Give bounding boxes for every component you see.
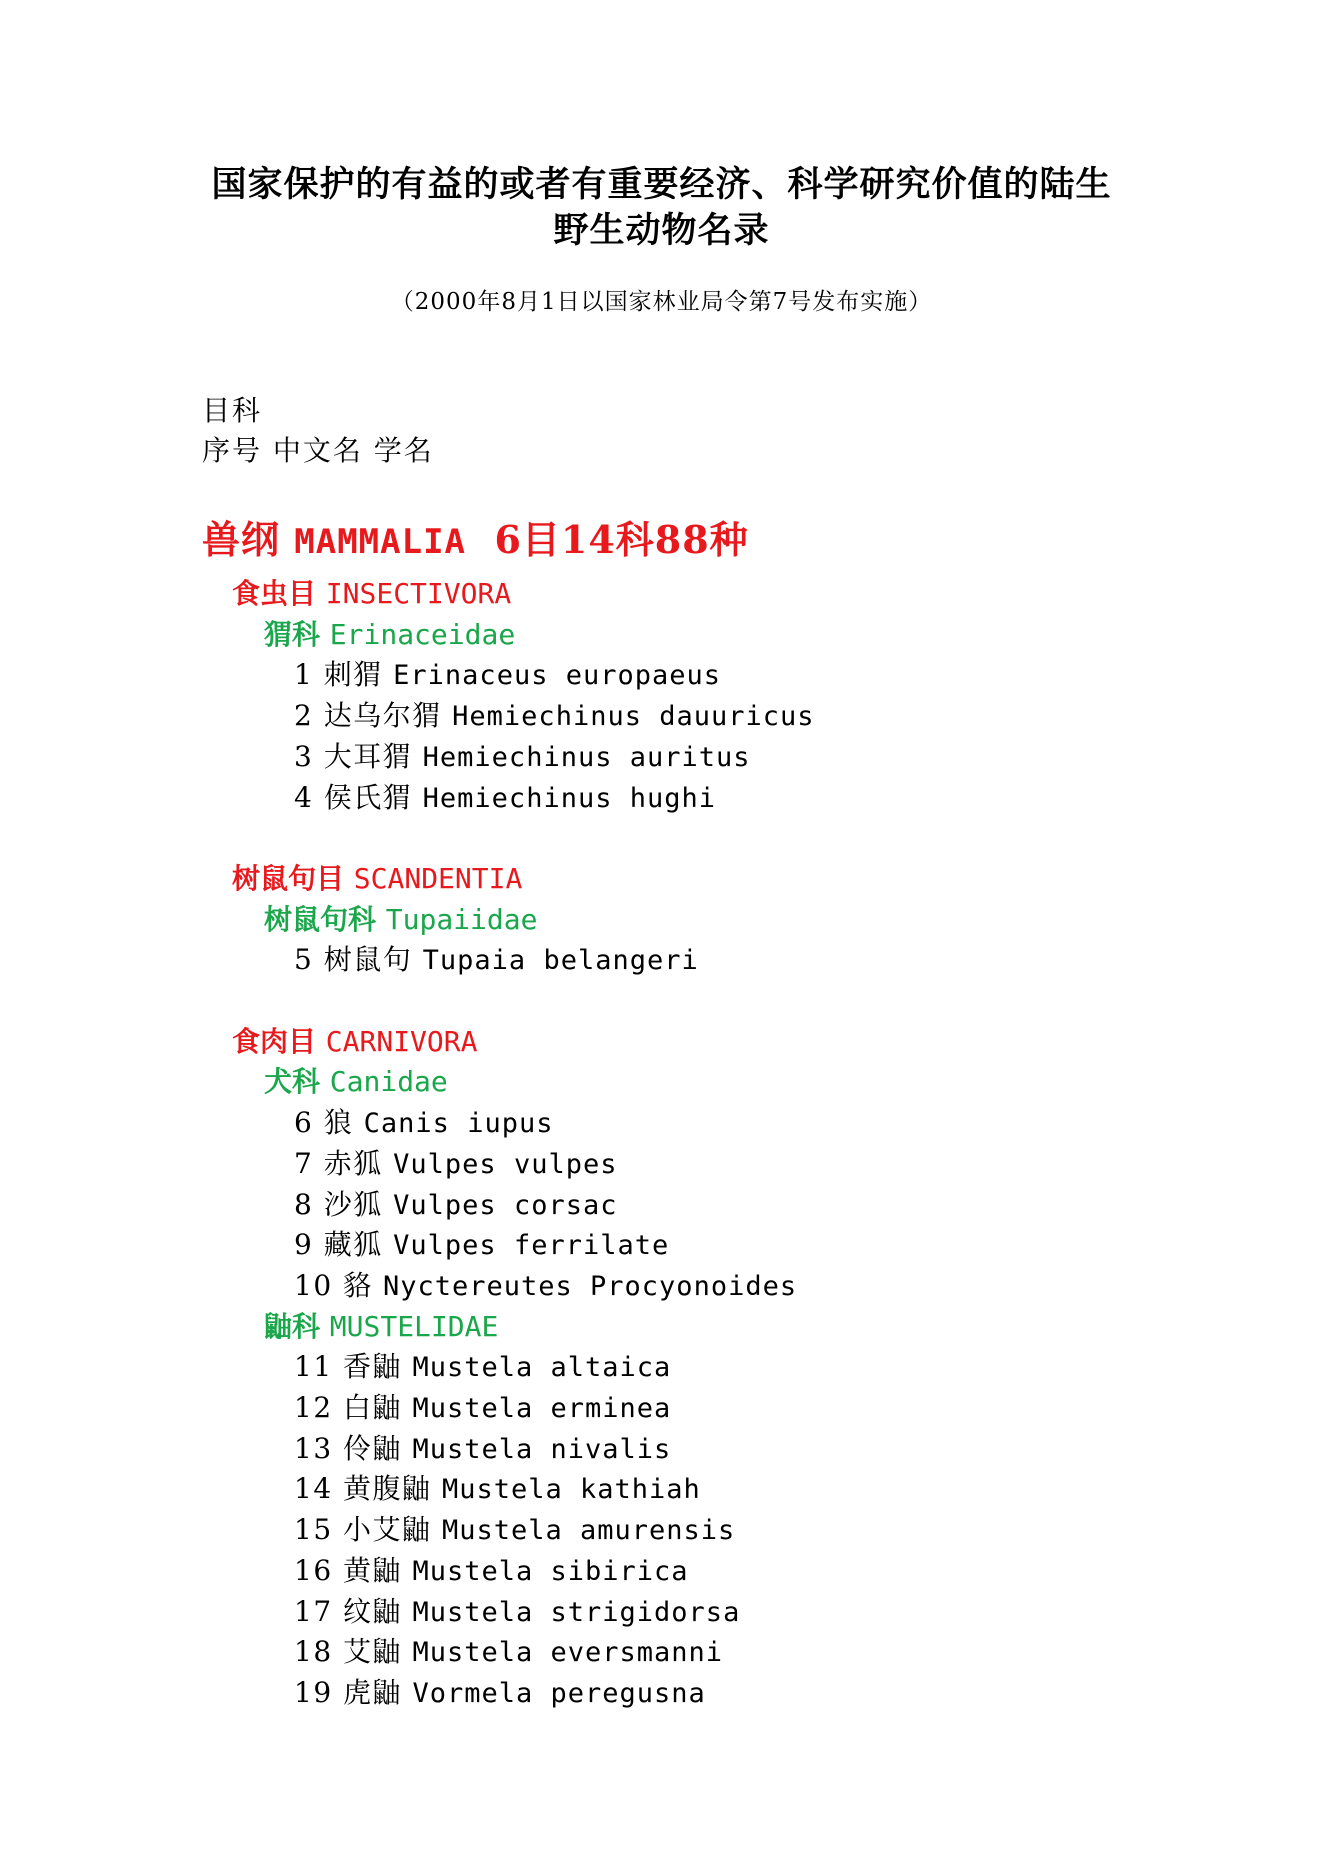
species-row <box>294 1431 671 1468</box>
species-number: 10 <box>294 1268 333 1302</box>
document-subtitle: （2000年8月1日以国家林业局令第7号发布实施） <box>390 289 933 315</box>
species-latin-name: Mustela eversmanni <box>412 1637 724 1669</box>
species-row <box>294 1268 797 1305</box>
species-number: 9 <box>294 1228 314 1262</box>
species-number: 8 <box>294 1187 314 1221</box>
species-row <box>294 1105 553 1142</box>
species-latin-name: Mustela sibirica <box>412 1555 689 1587</box>
order-latin-name: CARNIVORA <box>325 1024 478 1058</box>
species-row <box>294 1349 671 1386</box>
species-number: 15 <box>294 1513 333 1547</box>
species-number: 3 <box>294 739 314 773</box>
species-latin-name: Nyctereutes Procyonoides <box>382 1270 798 1302</box>
family-heading <box>264 617 515 653</box>
species-number: 17 <box>294 1594 333 1628</box>
species-row <box>294 1553 689 1590</box>
species-latin-name: Vormela peregusna <box>412 1677 706 1709</box>
family-cn-name: 树鼠句科 <box>264 902 377 936</box>
species-cn-name: 藏狐 <box>323 1228 383 1262</box>
species-number: 14 <box>294 1472 333 1506</box>
family-latin-name: Canidae <box>329 1065 448 1099</box>
species-number: 19 <box>294 1675 333 1709</box>
species-latin-name: Mustela amurensis <box>441 1515 736 1547</box>
species-cn-name: 树鼠句 <box>323 943 413 977</box>
species-cn-name: 狼 <box>323 1106 354 1140</box>
order-cn-name: 食虫目 <box>232 577 317 610</box>
species-latin-name: Mustela erminea <box>412 1393 672 1424</box>
class-summary: 6目14科88种 <box>480 517 749 562</box>
family-latin-name: MUSTELIDAE <box>329 1309 499 1343</box>
order-heading <box>232 1024 477 1060</box>
species-latin-name: Canis iupus <box>363 1108 554 1140</box>
species-row <box>294 1634 723 1671</box>
species-cn-name: 纹鼬 <box>343 1594 403 1628</box>
order-heading <box>232 861 522 897</box>
family-cn-name: 鼬科 <box>264 1309 321 1343</box>
species-cn-name: 黄腹鼬 <box>343 1472 432 1506</box>
species-latin-name: Hemiechinus dauuricus <box>452 701 815 733</box>
species-latin-name: Hemiechinus hughi <box>422 782 716 814</box>
class-heading <box>202 517 749 565</box>
species-number: 2 <box>294 699 314 733</box>
species-row <box>294 1146 617 1183</box>
column-header-order-family: 目科 <box>202 394 263 427</box>
species-number: 4 <box>294 780 314 814</box>
species-number: 7 <box>294 1146 314 1180</box>
species-cn-name: 黄鼬 <box>343 1553 403 1587</box>
order-cn-name: 树鼠句目 <box>232 861 345 895</box>
species-number: 6 <box>294 1106 314 1140</box>
family-heading <box>264 1309 498 1345</box>
family-latin-name: Tupaiidae <box>385 902 538 936</box>
species-cn-name: 小艾鼬 <box>343 1513 432 1547</box>
species-row <box>294 1512 735 1549</box>
species-latin-name: Vulpes corsac <box>393 1189 618 1221</box>
species-number: 18 <box>294 1635 333 1669</box>
family-heading <box>264 1064 448 1100</box>
family-heading <box>264 902 537 938</box>
species-cn-name: 虎鼬 <box>343 1675 403 1709</box>
species-cn-name: 艾鼬 <box>343 1635 403 1669</box>
species-number: 16 <box>294 1553 333 1587</box>
family-latin-name: Erinaceidae <box>329 617 516 651</box>
species-latin-name: Vulpes ferrilate <box>393 1230 670 1262</box>
class-latin-name: MAMMALIA <box>294 522 467 562</box>
species-number: 13 <box>294 1431 333 1465</box>
species-row <box>294 780 716 817</box>
species-latin-name: Mustela nivalis <box>412 1433 672 1465</box>
order-heading <box>232 576 511 612</box>
species-row <box>294 1390 671 1427</box>
species-number: 12 <box>294 1391 333 1424</box>
species-cn-name: 大耳猬 <box>323 739 413 773</box>
document-title-line-2: 野生动物名录 <box>553 210 770 251</box>
species-cn-name: 赤狐 <box>323 1146 383 1180</box>
species-cn-name: 沙狐 <box>323 1187 383 1221</box>
species-row <box>294 698 815 735</box>
species-latin-name: Vulpes vulpes <box>393 1148 618 1180</box>
species-row <box>294 1594 740 1631</box>
species-latin-name: Hemiechinus auritus <box>422 741 751 773</box>
species-number: 5 <box>294 943 314 977</box>
column-header-no-name-sciname: 序号 中文名 学名 <box>202 434 434 467</box>
species-cn-name: 达乌尔猬 <box>323 699 442 733</box>
order-cn-name: 食肉目 <box>232 1024 317 1058</box>
species-latin-name: Mustela altaica <box>412 1352 672 1384</box>
species-cn-name: 白鼬 <box>343 1391 403 1424</box>
document-title-line-1: 国家保护的有益的或者有重要经济、科学研究价值的陆生 <box>211 164 1112 205</box>
order-latin-name: INSECTIVORA <box>325 577 512 610</box>
species-row <box>294 1187 617 1224</box>
family-cn-name: 猬科 <box>264 617 321 651</box>
species-row <box>294 739 751 776</box>
species-latin-name: Mustela kathiah <box>441 1474 701 1506</box>
order-latin-name: SCANDENTIA <box>353 861 523 895</box>
species-latin-name: Erinaceus europaeus <box>393 660 722 692</box>
species-row <box>294 1471 701 1508</box>
species-latin-name: Mustela strigidorsa <box>412 1596 741 1628</box>
species-cn-name: 貉 <box>343 1268 373 1302</box>
family-cn-name: 犬科 <box>264 1065 321 1099</box>
species-cn-name: 香鼬 <box>343 1350 403 1384</box>
class-cn-name: 兽纲 <box>202 517 281 562</box>
species-cn-name: 刺猬 <box>323 658 383 692</box>
species-row <box>294 942 699 979</box>
species-latin-name: Tupaia belangeri <box>422 945 699 977</box>
species-number: 1 <box>294 658 314 692</box>
species-cn-name: 侯氏猬 <box>323 780 413 814</box>
species-row <box>294 1675 706 1712</box>
species-row <box>294 657 721 694</box>
species-number: 11 <box>294 1350 333 1384</box>
species-row <box>294 1227 669 1264</box>
species-cn-name: 伶鼬 <box>343 1431 403 1465</box>
